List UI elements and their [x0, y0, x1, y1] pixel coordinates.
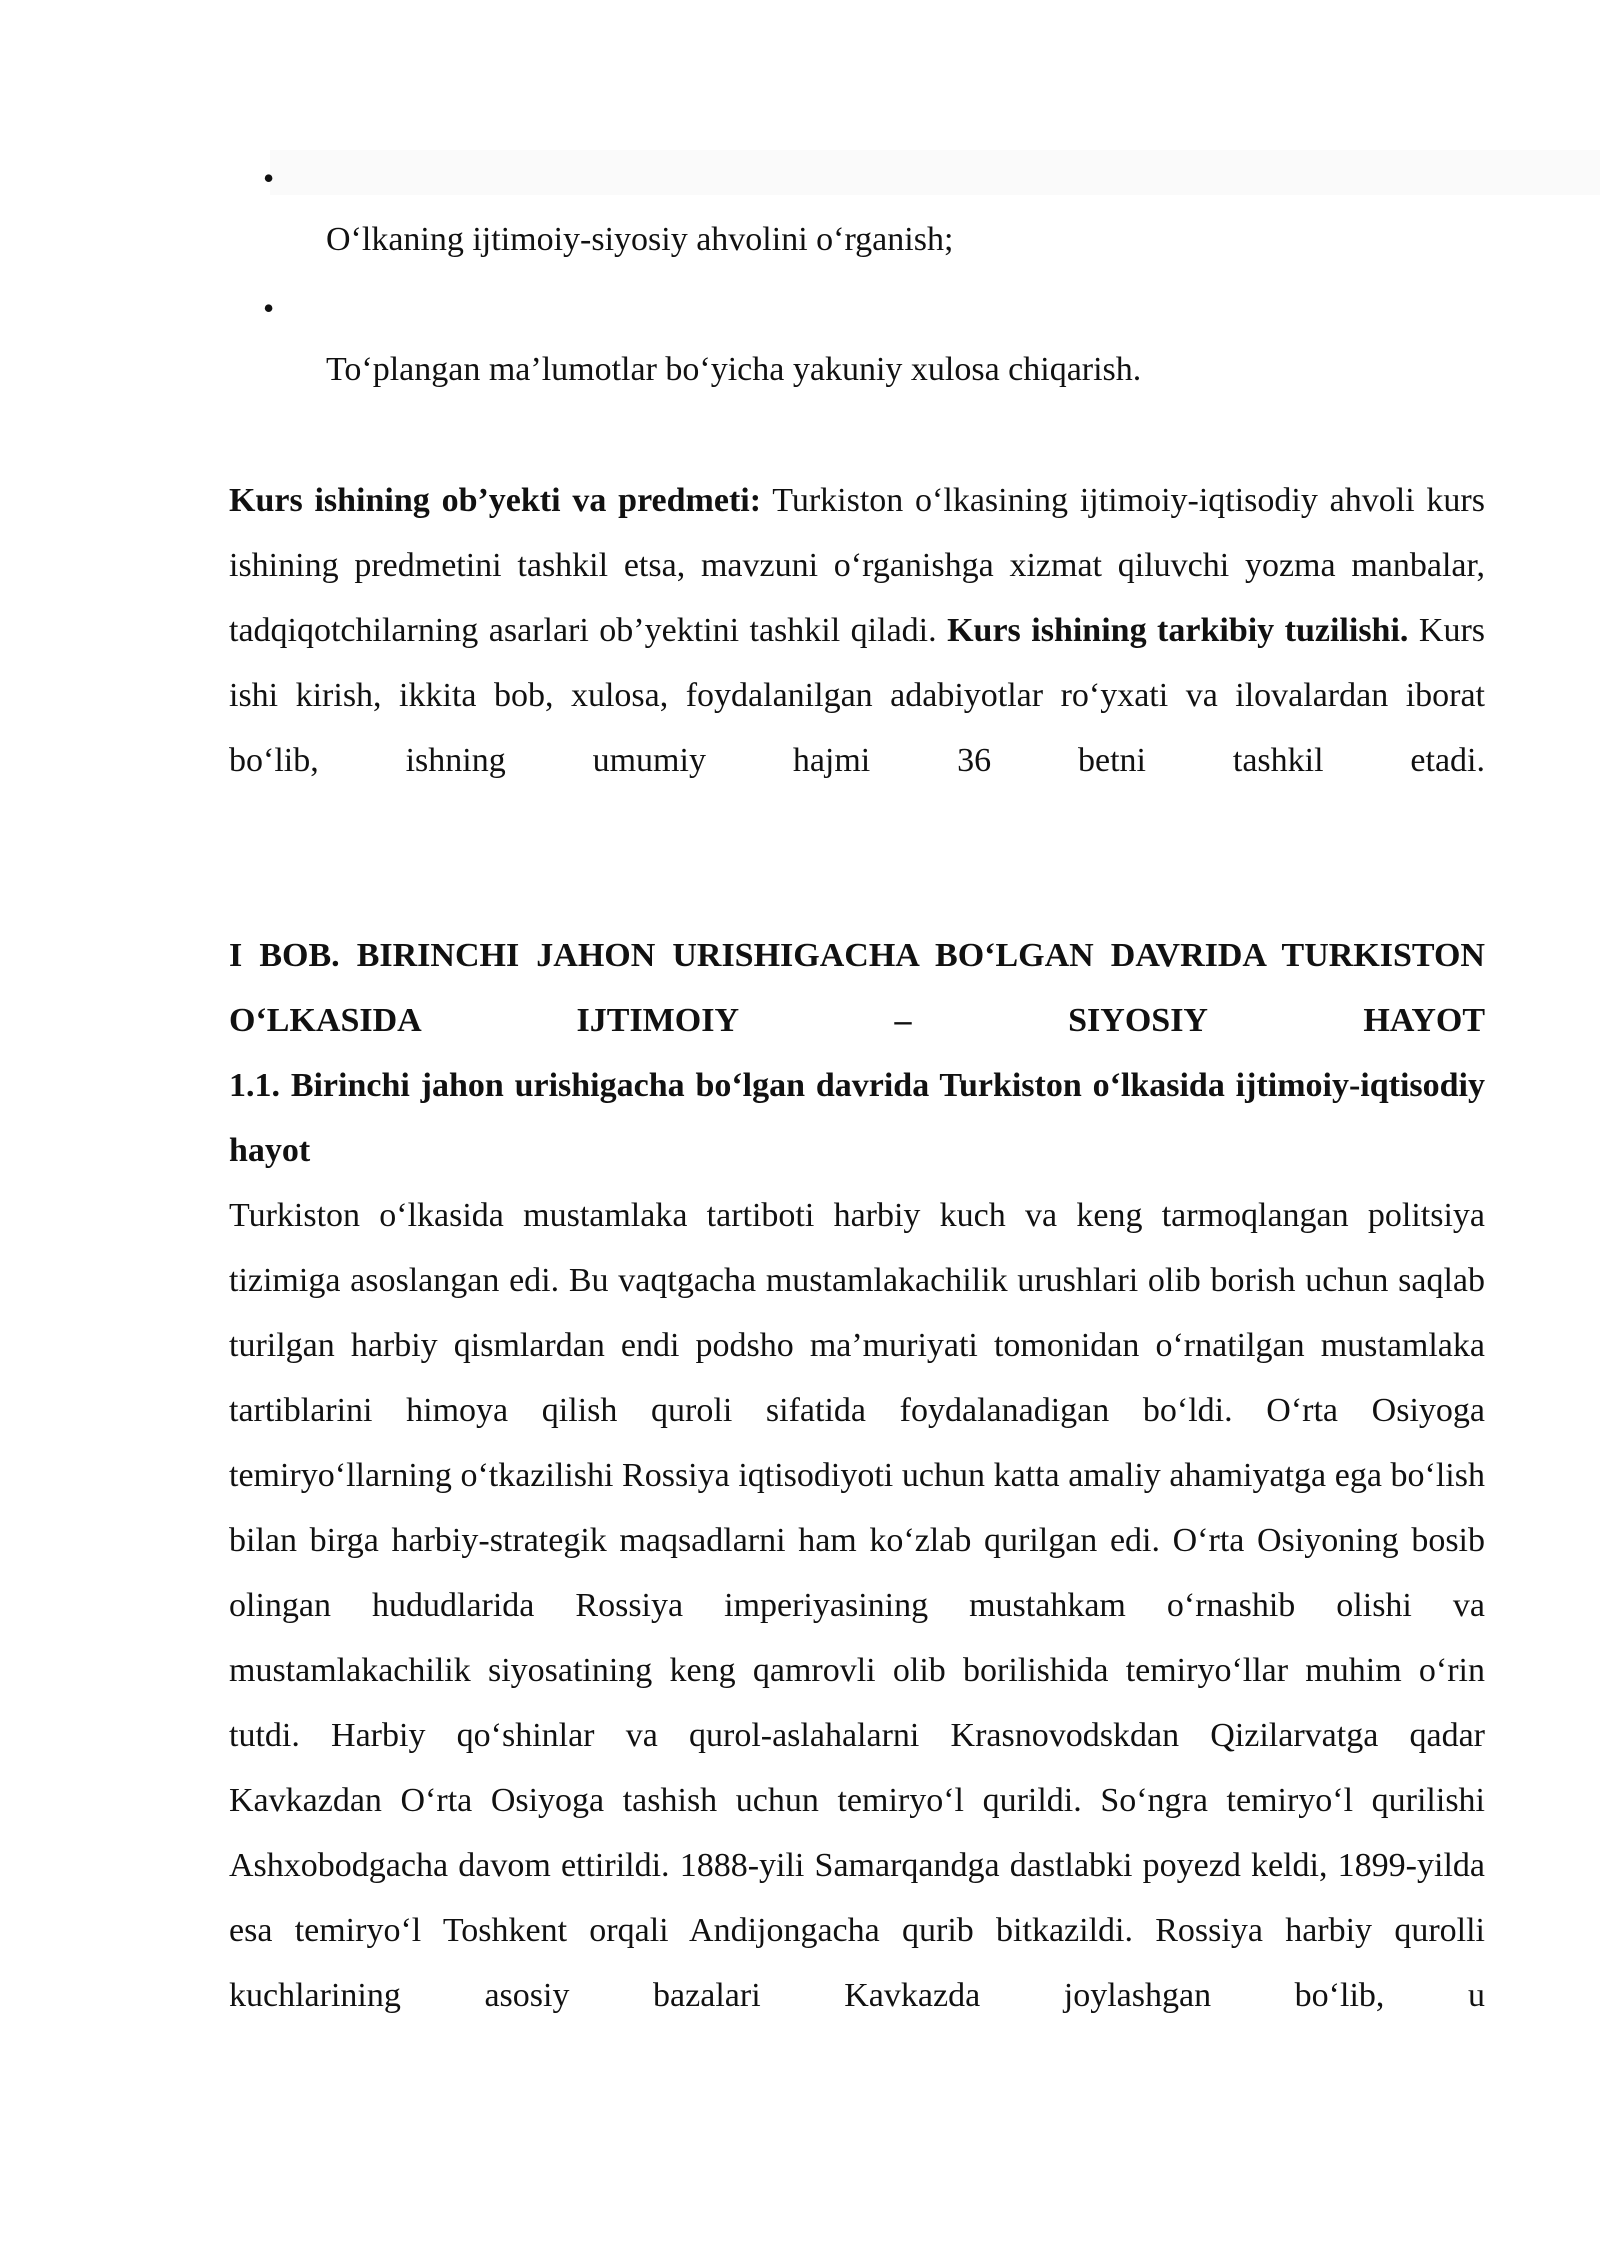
object-and-structure-paragraph: [229, 468, 1485, 793]
bullet-marker: •: [263, 160, 275, 196]
structure-text: Kurs ishi kirish, ikkita bob, xulosa, foydalanilgan adabiyotlar ro‘yxati va ilovalardan iborat bo‘lib, ishning umumiy hajmi 36 betni tashkil etadi.: [229, 612, 1486, 779]
object-label: Kurs ishining ob’yekti va predmeti:: [229, 482, 762, 519]
structure-label: Kurs ishining tarkibiy tuzilishi.: [947, 612, 1409, 649]
page-shade-strip: [270, 150, 1600, 195]
section-heading: 1.1. Birinchi jahon urishigacha bo‘lgan davrida Turkiston o‘lkasida ijtimoiy-iqtisodiy hayot: [229, 1067, 1485, 1169]
object-text: Turkiston o‘lkasining ijtimoiy-iqtisodiy ahvoli kurs ishining predmetini tashkil etsa, mavzuni o‘rganishga xizmat qiluvchi yozma manbalar, tadqiqotchilarning asarlari ob’yektini tashkil qiladi.: [229, 482, 1485, 649]
bullet-item: O‘lkaning ijtimoiy-siyosiy ahvolini o‘rganish;: [326, 221, 954, 258]
bullet-marker: •: [263, 290, 275, 326]
chapter-heading: I BOB. BIRINCHI JAHON URISHIGACHA BO‘LGAN DAVRIDA TURKISTON O‘LKASIDA IJTIMOIY – SIYOSIY HAYOT: [229, 937, 1485, 1039]
bullet-item: To‘plangan ma’lumotlar bo‘yicha yakuniy xulosa chiqarish.: [326, 351, 1142, 388]
body-paragraph: Turkiston o‘lkasida mustamlaka tartiboti harbiy kuch va keng tarmoqlangan politsiya tizimiga asoslangan edi. Bu vaqtgacha mustamlakachilik urushlari olib borish uchun saqlab turilgan harbiy qismlardan endi podsho ma’muriyati tomonidan o‘rnatilgan mustamlaka tartiblarini himoya qilish quroli sifatida foydalanadigan bo‘ldi. O‘rta Osiyoga temiryo‘llarning o‘tkazilishi Rossiya iqtisodiyoti uchun katta amaliy ahamiyatga ega bo‘lish bilan birga harbiy-strategik maqsadlarni ham ko‘zlab qurilgan edi. O‘rta Osiyoning bosib olingan hududlarida Rossiya imperiyasining mustahkam o‘rnashib olishi va mustamlakachilik siyosatining keng qamrovli olib borilishida temiryo‘llar muhim o‘rin tutdi. Harbiy qo‘shinlar va qurol-aslahalarni Krasnovodskdan Qizilarvatga qadar Kavkazdan O‘rta Osiyoga tashish uchun temiryo‘l qurildi. So‘ngra temiryo‘l qurilishi Ashxobodgacha davom ettirildi. 1888-yili Samarqandga dastlabki poyezd keldi, 1899-yilda esa temiryo‘l Toshkent orqali Andijongacha qurib bitkazildi. Rossiya harbiy qurolli kuchlarining asosiy bazalari Kavkazda joylashgan bo‘lib, u: [229, 1197, 1485, 2014]
